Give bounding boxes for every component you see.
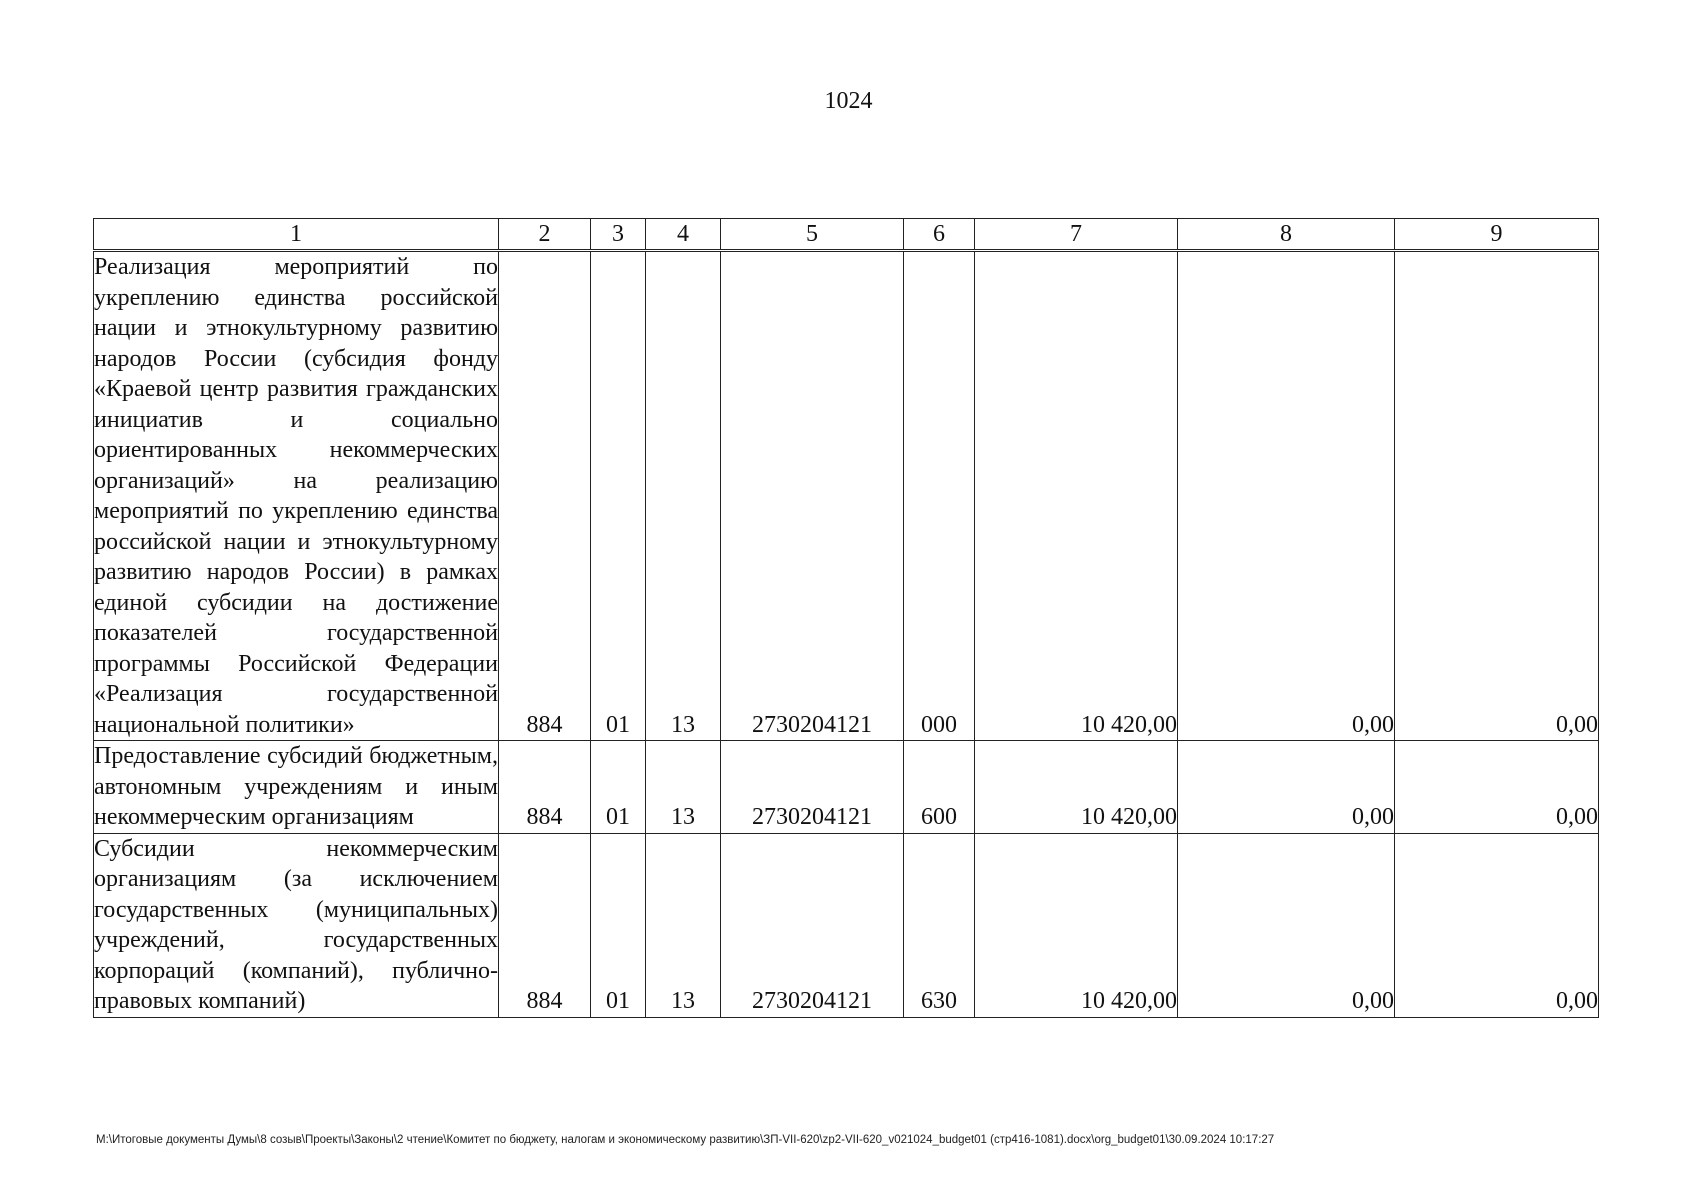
table-row <box>94 741 1599 834</box>
page-number: 1024 <box>824 88 873 114</box>
cell-col4: 13 <box>646 741 721 834</box>
cell-col7: 10 420,00 <box>975 251 1178 741</box>
cell-col3: 01 <box>591 741 646 834</box>
column-header: 5 <box>721 219 904 251</box>
column-header: 9 <box>1395 219 1599 251</box>
column-header: 6 <box>904 219 975 251</box>
cell-col8: 0,00 <box>1178 833 1395 1017</box>
cell-col9: 0,00 <box>1395 741 1599 834</box>
column-header: 8 <box>1178 219 1395 251</box>
file-path-footer: М:\Итоговые документы Думы\8 созыв\Проекты\Законы\2 чтение\Комитет по бюджету, налогам и экономическому развитию\ЗП-VII-620\zp2-VII-620_v021024_budget01 (стр416-1081).docx\org_budget01\30.09.2024 10:17:27 <box>96 1134 1275 1146</box>
cell-col8: 0,00 <box>1178 251 1395 741</box>
column-header: 2 <box>499 219 591 251</box>
cell-col2: 884 <box>499 251 591 741</box>
cell-col6: 000 <box>904 251 975 741</box>
table-row <box>94 251 1599 741</box>
row-description: Реализация мероприятий по укреплению единства российской нации и этнокультурному развитию народов России (субсидия фонду «Краевой центр развития гражданских инициатив и социально ориентированных некоммерческих организаций» на реализацию мероприятий по укреплению единства российской нации и этнокультурному развитию народов России) в рамках единой субсидии на достижение показателей государственной программы Российской Федерации «Реализация государственной национальной политики» <box>94 251 499 741</box>
cell-col4: 13 <box>646 833 721 1017</box>
cell-col2: 884 <box>499 833 591 1017</box>
row-description: Предоставление субсидий бюджетным, автономным учреждениям и иным некоммерческим организациям <box>94 741 499 834</box>
table-header-row <box>94 219 1599 251</box>
cell-col4: 13 <box>646 251 721 741</box>
cell-col5: 2730204121 <box>721 833 904 1017</box>
column-header: 3 <box>591 219 646 251</box>
column-header: 7 <box>975 219 1178 251</box>
cell-col5: 2730204121 <box>721 741 904 834</box>
row-description: Субсидии некоммерческим организациям (за исключением государственных (муниципальных) учреждений, государственных корпораций (компаний), публично-правовых компаний) <box>94 833 499 1017</box>
cell-col7: 10 420,00 <box>975 833 1178 1017</box>
cell-col3: 01 <box>591 251 646 741</box>
budget-table <box>93 218 1599 1018</box>
cell-col2: 884 <box>499 741 591 834</box>
table-row <box>94 833 1599 1017</box>
cell-col9: 0,00 <box>1395 833 1599 1017</box>
cell-col8: 0,00 <box>1178 741 1395 834</box>
cell-col3: 01 <box>591 833 646 1017</box>
cell-col9: 0,00 <box>1395 251 1599 741</box>
cell-col5: 2730204121 <box>721 251 904 741</box>
column-header: 1 <box>94 219 499 251</box>
column-header: 4 <box>646 219 721 251</box>
cell-col7: 10 420,00 <box>975 741 1178 834</box>
cell-col6: 630 <box>904 833 975 1017</box>
cell-col6: 600 <box>904 741 975 834</box>
